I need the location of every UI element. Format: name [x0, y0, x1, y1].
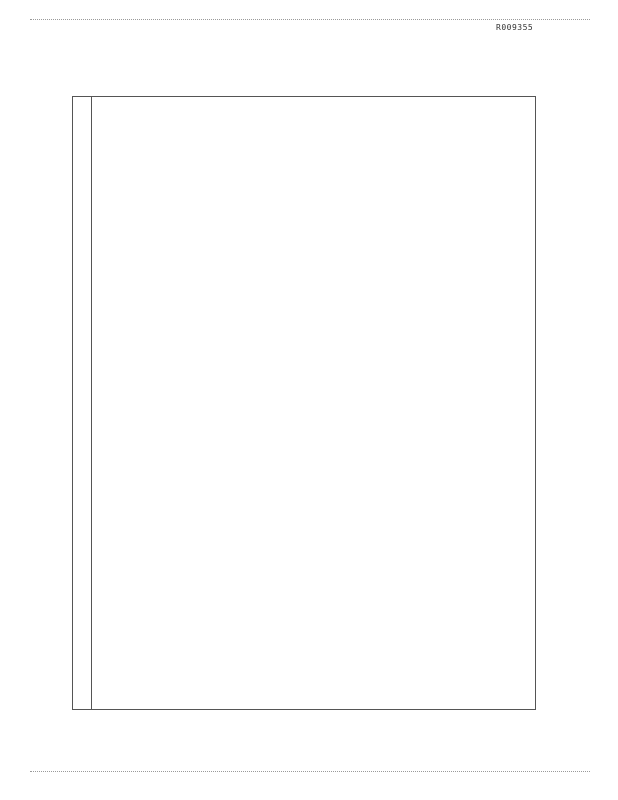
column-header: [73, 173, 91, 199]
page-bottom-edge: [30, 771, 590, 772]
table-header-row: [73, 97, 92, 709]
column-header: [73, 423, 91, 657]
column-header: [73, 255, 91, 279]
column-header: [73, 279, 91, 299]
column-header: [73, 679, 91, 709]
column-header: [73, 393, 91, 423]
column-header: [73, 339, 91, 361]
column-header: [73, 319, 91, 339]
column-header: [73, 225, 91, 255]
column-header: [73, 299, 91, 319]
column-header: [73, 147, 91, 173]
column-header: [73, 361, 91, 393]
bates-number: R009355: [496, 23, 534, 32]
page-top-edge: [30, 19, 590, 20]
column-header: [73, 657, 91, 679]
rotated-table-region: [72, 96, 536, 710]
data-table: [72, 96, 536, 710]
column-header: [73, 199, 91, 225]
